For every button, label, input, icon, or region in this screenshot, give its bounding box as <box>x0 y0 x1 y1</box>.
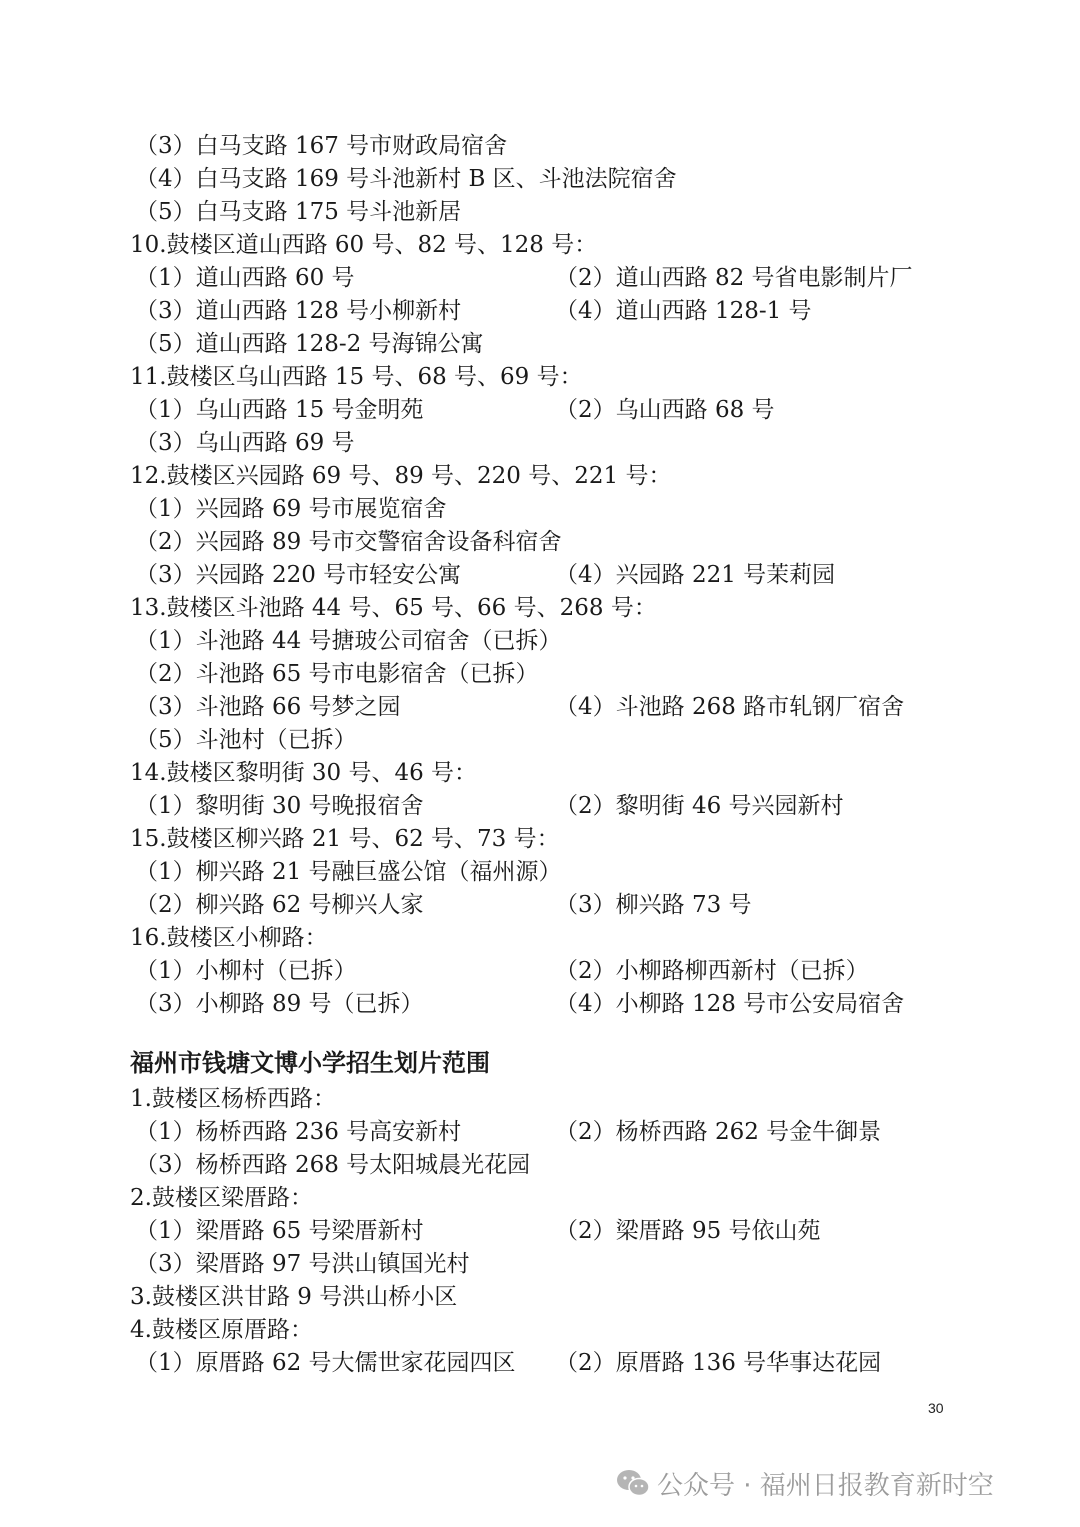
address-line <box>130 394 950 427</box>
address-line <box>130 1347 950 1380</box>
address-item: （3）梁厝路 97 号洪山镇国光村 <box>135 1251 470 1277</box>
address-item: （1）黎明街 30 号晚报宿舍 <box>135 793 424 819</box>
address-line <box>130 196 950 229</box>
address-line <box>130 559 950 592</box>
address-item: 11.鼓楼区乌山西路 15 号、68 号、69 号： <box>130 364 583 390</box>
address-line <box>130 1248 950 1281</box>
address-line <box>130 625 950 658</box>
address-item: 2.鼓楼区梁厝路： <box>130 1185 313 1211</box>
address-item: （5）斗池村（已拆） <box>135 727 357 753</box>
district-heading <box>130 823 950 856</box>
address-line <box>130 790 950 823</box>
address-line <box>130 988 950 1021</box>
address-item: （4）小柳路 128 号市公安局宿舍 <box>555 991 905 1017</box>
address-item: （3）小柳路 89 号（已拆） <box>135 991 424 1017</box>
address-item: 3.鼓楼区洪甘路 9 号洪山桥小区 <box>130 1284 458 1310</box>
address-line <box>130 328 950 361</box>
address-line <box>130 691 950 724</box>
address-line <box>130 1149 950 1182</box>
district-heading <box>130 1182 950 1215</box>
address-item: （2）梁厝路 95 号依山苑 <box>555 1218 821 1244</box>
address-item: （1）原厝路 62 号大儒世家花园四区 <box>135 1350 516 1376</box>
address-line <box>130 262 950 295</box>
address-item: （1）道山西路 60 号 <box>135 265 355 291</box>
address-item: （2）柳兴路 62 号柳兴人家 <box>135 892 424 918</box>
address-item: （2）原厝路 136 号华事达花园 <box>555 1350 882 1376</box>
page-number: 30 <box>928 1400 944 1416</box>
address-item: （4）白马支路 169 号斗池新村 B 区、斗池法院宿舍 <box>135 166 677 192</box>
district-heading <box>130 229 950 262</box>
address-line <box>130 295 950 328</box>
watermark-footer <box>615 1463 994 1503</box>
address-item: （2）斗池路 65 号市电影宿舍（已拆） <box>135 661 539 687</box>
address-line <box>130 163 950 196</box>
address-item: （3）道山西路 128 号小柳新村 <box>135 298 462 324</box>
district-heading <box>130 460 950 493</box>
address-line <box>130 658 950 691</box>
district-heading <box>130 1314 950 1347</box>
address-item: （3）白马支路 167 号市财政局宿舍 <box>135 133 508 159</box>
district-list-2 <box>130 1083 950 1380</box>
address-item: （2）黎明街 46 号兴园新村 <box>555 793 844 819</box>
document-body <box>130 130 950 1380</box>
address-line <box>130 724 950 757</box>
district-heading <box>130 592 950 625</box>
district-heading <box>130 1281 950 1314</box>
address-item: （2）兴园路 89 号市交警宿舍设备科宿舍 <box>135 529 562 555</box>
address-item: 4.鼓楼区原厝路： <box>130 1317 313 1343</box>
wechat-icon <box>615 1468 651 1498</box>
district-heading <box>130 361 950 394</box>
address-item: 15.鼓楼区柳兴路 21 号、62 号、73 号： <box>130 826 560 852</box>
footer-text: 公众号 · 福州日报教育新时空 <box>657 1470 994 1501</box>
address-line <box>130 526 950 559</box>
address-item: （3）柳兴路 73 号 <box>555 892 752 918</box>
address-item: 16.鼓楼区小柳路： <box>130 925 328 951</box>
address-item: 10.鼓楼区道山西路 60 号、82 号、128 号： <box>130 232 598 258</box>
address-item: （2）道山西路 82 号省电影制片厂 <box>555 265 913 291</box>
address-item: （5）道山西路 128-2 号海锦公寓 <box>135 331 484 357</box>
address-line <box>130 889 950 922</box>
address-item: 13.鼓楼区斗池路 44 号、65 号、66 号、268 号： <box>130 595 657 621</box>
address-item: （1）斗池路 44 号搪玻公司宿舍（已拆） <box>135 628 562 654</box>
address-line <box>130 427 950 460</box>
address-item: （5）白马支路 175 号斗池新居 <box>135 199 462 225</box>
address-item: （1）小柳村（已拆） <box>135 958 357 984</box>
address-item: （3）斗池路 66 号梦之园 <box>135 694 401 720</box>
address-item: （2）乌山西路 68 号 <box>555 397 775 423</box>
district-heading <box>130 922 950 955</box>
address-line <box>130 1116 950 1149</box>
address-item: （1）兴园路 69 号市展览宿舍 <box>135 496 447 522</box>
address-line <box>130 493 950 526</box>
address-item: （4）斗池路 268 路市轧钢厂宿舍 <box>555 694 905 720</box>
address-line <box>130 130 950 163</box>
address-line <box>130 1215 950 1248</box>
address-item: （1）梁厝路 65 号梁厝新村 <box>135 1218 424 1244</box>
address-item: （1）柳兴路 21 号融巨盛公馆（福州源） <box>135 859 562 885</box>
address-item: （2）杨桥西路 262 号金牛御景 <box>555 1119 882 1145</box>
address-item: （1）杨桥西路 236 号高安新村 <box>135 1119 462 1145</box>
section-title: 福州市钱塘文博小学招生划片范围 <box>130 1049 490 1077</box>
district-list-1 <box>130 130 950 1021</box>
address-line <box>130 955 950 988</box>
address-item: （3）乌山西路 69 号 <box>135 430 355 456</box>
address-item: （3）杨桥西路 268 号太阳城晨光花园 <box>135 1152 531 1178</box>
address-item: （4）道山西路 128-1 号 <box>555 298 812 324</box>
address-item: （2）小柳路柳西新村（已拆） <box>555 958 869 984</box>
address-item: 14.鼓楼区黎明街 30 号、46 号： <box>130 760 478 786</box>
address-line <box>130 856 950 889</box>
address-item: （4）兴园路 221 号茉莉园 <box>555 562 836 588</box>
address-item: 1.鼓楼区杨桥西路： <box>130 1086 336 1112</box>
district-heading <box>130 1083 950 1116</box>
address-item: 12.鼓楼区兴园路 69 号、89 号、220 号、221 号： <box>130 463 672 489</box>
address-item: （3）兴园路 220 号市轻安公寓 <box>135 562 462 588</box>
district-heading <box>130 757 950 790</box>
address-item: （1）乌山西路 15 号金明苑 <box>135 397 424 423</box>
